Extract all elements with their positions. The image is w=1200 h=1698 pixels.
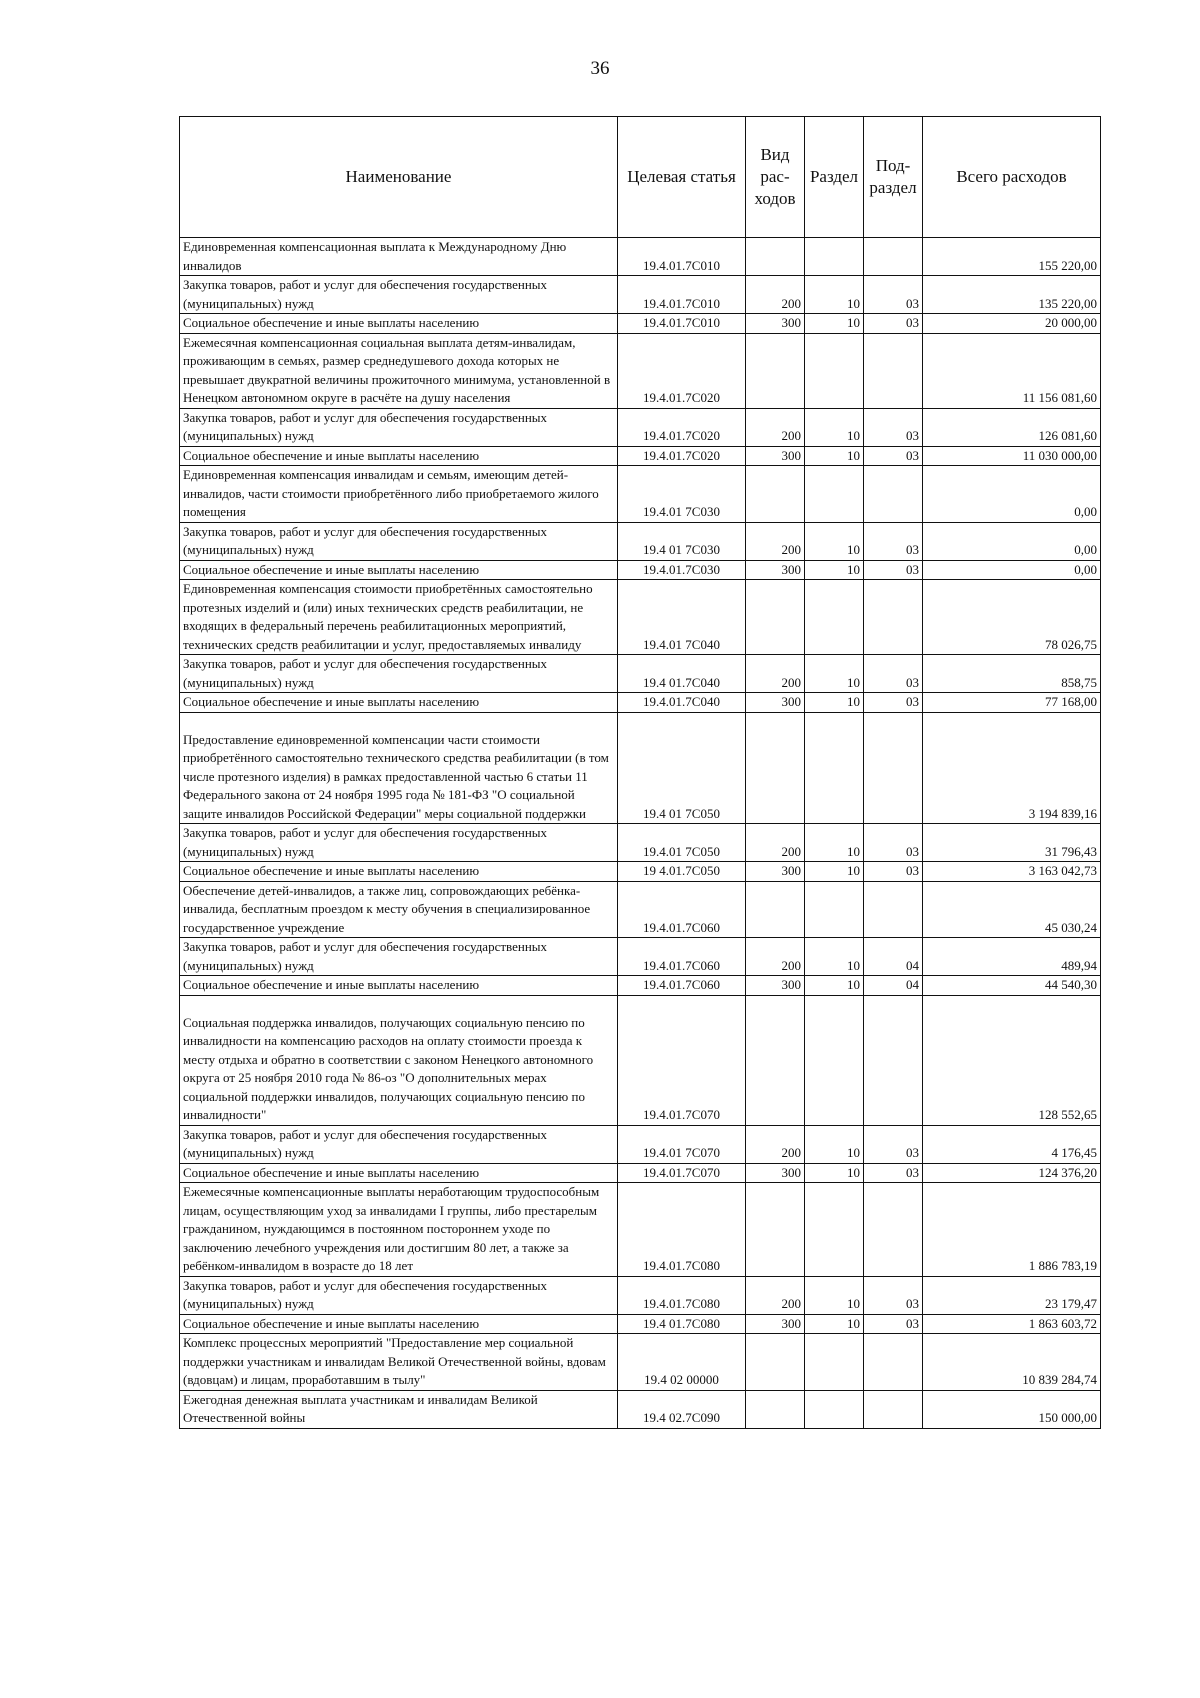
row-total-cell: 150 000,00 bbox=[923, 1390, 1101, 1428]
row-total-cell: 135 220,00 bbox=[923, 276, 1101, 314]
row-name-cell: Социальное обеспечение и иные выплаты населению bbox=[180, 1314, 618, 1334]
row-subsection-cell bbox=[864, 580, 923, 655]
table-row bbox=[180, 1125, 1101, 1163]
row-name-cell: Социальное обеспечение и иные выплаты населению bbox=[180, 446, 618, 466]
row-section-cell: 10 bbox=[805, 446, 864, 466]
header-target-article: Целевая статья bbox=[618, 117, 746, 238]
row-section-cell: 10 bbox=[805, 276, 864, 314]
row-expense-type-cell: 300 bbox=[746, 560, 805, 580]
row-subsection-cell: 03 bbox=[864, 693, 923, 713]
table-row bbox=[180, 580, 1101, 655]
row-target-article-cell: 19.4.01.7С070 bbox=[618, 995, 746, 1125]
row-expense-type-cell bbox=[746, 466, 805, 523]
row-expense-type-cell: 200 bbox=[746, 824, 805, 862]
row-name-cell: Социальное обеспечение и иные выплаты населению bbox=[180, 976, 618, 996]
row-subsection-cell: 03 bbox=[864, 446, 923, 466]
row-subsection-cell bbox=[864, 466, 923, 523]
table-body bbox=[180, 238, 1101, 1429]
row-subsection-cell bbox=[864, 881, 923, 938]
table-row bbox=[180, 408, 1101, 446]
row-target-article-cell: 19.4.01.7С070 bbox=[618, 1163, 746, 1183]
table-row bbox=[180, 238, 1101, 276]
row-subsection-cell: 04 bbox=[864, 938, 923, 976]
row-expense-type-cell bbox=[746, 1390, 805, 1428]
row-section-cell: 10 bbox=[805, 938, 864, 976]
row-section-cell: 10 bbox=[805, 560, 864, 580]
row-section-cell: 10 bbox=[805, 522, 864, 560]
row-section-cell: 10 bbox=[805, 693, 864, 713]
row-expense-type-cell bbox=[746, 580, 805, 655]
row-subsection-cell: 03 bbox=[864, 655, 923, 693]
row-target-article-cell: 19.4 01 7С030 bbox=[618, 522, 746, 560]
row-subsection-cell: 03 bbox=[864, 314, 923, 334]
row-target-article-cell: 19.4 02 00000 bbox=[618, 1334, 746, 1391]
row-expense-type-cell bbox=[746, 333, 805, 408]
row-name-cell: Закупка товаров, работ и услуг для обеспечения государственных (муниципальных) нужд bbox=[180, 408, 618, 446]
table-row bbox=[180, 1163, 1101, 1183]
row-name-cell: Предоставление единовременной компенсации части стоимости приобретённого самостоятельно технического средства реабилитации (в том числе протезного изделия) в рамках предоставленной частью 6 статьи 11 Федерального закона от 24 ноября 1995 года № 181-ФЗ "О социальной защите инвалидов Российской Федерации" меры социальной поддержки bbox=[180, 712, 618, 824]
row-expense-type-cell: 200 bbox=[746, 938, 805, 976]
row-name-cell: Закупка товаров, работ и услуг для обеспечения государственных (муниципальных) нужд bbox=[180, 1125, 618, 1163]
table-row bbox=[180, 466, 1101, 523]
row-expense-type-cell bbox=[746, 995, 805, 1125]
row-target-article-cell: 19.4 01 7С050 bbox=[618, 712, 746, 824]
row-section-cell: 10 bbox=[805, 862, 864, 882]
row-expense-type-cell: 300 bbox=[746, 862, 805, 882]
row-subsection-cell bbox=[864, 1183, 923, 1277]
row-section-cell bbox=[805, 1390, 864, 1428]
row-name-cell: Социальное обеспечение и иные выплаты населению bbox=[180, 560, 618, 580]
table-row bbox=[180, 446, 1101, 466]
row-target-article-cell: 19.4 01.7С040 bbox=[618, 655, 746, 693]
row-target-article-cell: 19.4.01.7С060 bbox=[618, 938, 746, 976]
row-section-cell: 10 bbox=[805, 408, 864, 446]
row-subsection-cell: 03 bbox=[864, 276, 923, 314]
row-name-cell: Закупка товаров, работ и услуг для обеспечения государственных (муниципальных) нужд bbox=[180, 655, 618, 693]
row-target-article-cell: 19.4.01 7С040 bbox=[618, 580, 746, 655]
row-target-article-cell: 19.4.01.7С010 bbox=[618, 314, 746, 334]
budget-table bbox=[179, 116, 1101, 1429]
row-expense-type-cell: 300 bbox=[746, 1163, 805, 1183]
row-total-cell: 489,94 bbox=[923, 938, 1101, 976]
row-section-cell bbox=[805, 580, 864, 655]
row-name-cell: Закупка товаров, работ и услуг для обеспечения государственных (муниципальных) нужд bbox=[180, 522, 618, 560]
row-target-article-cell: 19.4.01 7С070 bbox=[618, 1125, 746, 1163]
table-row bbox=[180, 712, 1101, 824]
row-target-article-cell: 19.4.01.7С010 bbox=[618, 276, 746, 314]
row-target-article-cell: 19.4.01.7С020 bbox=[618, 333, 746, 408]
row-target-article-cell: 19.4.01.7С080 bbox=[618, 1276, 746, 1314]
row-section-cell: 10 bbox=[805, 1276, 864, 1314]
row-total-cell: 3 163 042,73 bbox=[923, 862, 1101, 882]
row-target-article-cell: 19.4.01.7С080 bbox=[618, 1183, 746, 1277]
row-expense-type-cell: 300 bbox=[746, 976, 805, 996]
row-total-cell: 20 000,00 bbox=[923, 314, 1101, 334]
row-section-cell bbox=[805, 995, 864, 1125]
header-section: Раздел bbox=[805, 117, 864, 238]
row-expense-type-cell: 300 bbox=[746, 1314, 805, 1334]
row-total-cell: 858,75 bbox=[923, 655, 1101, 693]
row-section-cell bbox=[805, 881, 864, 938]
row-expense-type-cell: 200 bbox=[746, 408, 805, 446]
row-subsection-cell: 03 bbox=[864, 1314, 923, 1334]
row-name-cell: Единовременная компенсация стоимости приобретённых самостоятельно протезных изделий и (или) иных технических средств реабилитации, не входящих в федеральный перечень реабилитационных мероприятий, технических средств реабилитации и услуг, предоставляемых инвалиду bbox=[180, 580, 618, 655]
row-subsection-cell: 03 bbox=[864, 1163, 923, 1183]
row-expense-type-cell: 200 bbox=[746, 276, 805, 314]
row-subsection-cell: 03 bbox=[864, 522, 923, 560]
row-total-cell: 3 194 839,16 bbox=[923, 712, 1101, 824]
row-target-article-cell: 19.4.01.7С060 bbox=[618, 976, 746, 996]
row-total-cell: 31 796,43 bbox=[923, 824, 1101, 862]
row-name-cell: Социальное обеспечение и иные выплаты населению bbox=[180, 314, 618, 334]
row-expense-type-cell bbox=[746, 1183, 805, 1277]
row-expense-type-cell bbox=[746, 1334, 805, 1391]
table-row bbox=[180, 333, 1101, 408]
row-total-cell: 155 220,00 bbox=[923, 238, 1101, 276]
row-target-article-cell: 19.4.01.7С040 bbox=[618, 693, 746, 713]
row-target-article-cell: 19 4.01.7С050 bbox=[618, 862, 746, 882]
row-name-cell: Социальная поддержка инвалидов, получающих социальную пенсию по инвалидности на компенсацию расходов на оплату стоимости проезда к месту отдыха и обратно в соответствии с законом Ненецкого автономного округа от 25 ноября 2010 года № 86-оз "О дополнительных мерах социальной поддержки инвалидов, получающих социальную пенсию по инвалидности" bbox=[180, 995, 618, 1125]
row-expense-type-cell: 300 bbox=[746, 446, 805, 466]
row-target-article-cell: 19.4 02.7С090 bbox=[618, 1390, 746, 1428]
row-name-cell: Ежемесячная компенсационная социальная выплата детям-инвалидам, проживающим в семьях, размер среднедушевого дохода которых не превышает двукратной величины прожиточного минимума, установленной в Ненецком автономном округе в расчёте на душу населения bbox=[180, 333, 618, 408]
table-header-row bbox=[180, 117, 1101, 238]
row-total-cell: 23 179,47 bbox=[923, 1276, 1101, 1314]
row-expense-type-cell bbox=[746, 238, 805, 276]
row-subsection-cell: 03 bbox=[864, 408, 923, 446]
row-section-cell bbox=[805, 466, 864, 523]
row-expense-type-cell: 300 bbox=[746, 314, 805, 334]
row-expense-type-cell: 200 bbox=[746, 522, 805, 560]
header-subsection: Под- раздел bbox=[864, 117, 923, 238]
table-row bbox=[180, 976, 1101, 996]
row-target-article-cell: 19.4 01.7С080 bbox=[618, 1314, 746, 1334]
row-expense-type-cell bbox=[746, 881, 805, 938]
row-name-cell: Социальное обеспечение и иные выплаты населению bbox=[180, 1163, 618, 1183]
row-total-cell: 0,00 bbox=[923, 560, 1101, 580]
row-section-cell bbox=[805, 333, 864, 408]
row-expense-type-cell: 200 bbox=[746, 1125, 805, 1163]
row-expense-type-cell: 300 bbox=[746, 693, 805, 713]
table-row bbox=[180, 693, 1101, 713]
row-subsection-cell: 03 bbox=[864, 862, 923, 882]
header-expense-type: Вид рас- ходов bbox=[746, 117, 805, 238]
table-row bbox=[180, 314, 1101, 334]
row-expense-type-cell: 200 bbox=[746, 1276, 805, 1314]
row-subsection-cell bbox=[864, 333, 923, 408]
row-name-cell: Закупка товаров, работ и услуг для обеспечения государственных (муниципальных) нужд bbox=[180, 1276, 618, 1314]
row-subsection-cell bbox=[864, 1390, 923, 1428]
row-total-cell: 77 168,00 bbox=[923, 693, 1101, 713]
row-subsection-cell bbox=[864, 995, 923, 1125]
table-row bbox=[180, 938, 1101, 976]
row-subsection-cell: 03 bbox=[864, 560, 923, 580]
header-name: Наименование bbox=[180, 117, 618, 238]
row-total-cell: 11 156 081,60 bbox=[923, 333, 1101, 408]
row-target-article-cell: 19.4.01.7С010 bbox=[618, 238, 746, 276]
table-row bbox=[180, 995, 1101, 1125]
row-subsection-cell: 03 bbox=[864, 824, 923, 862]
row-name-cell: Закупка товаров, работ и услуг для обеспечения государственных (муниципальных) нужд bbox=[180, 824, 618, 862]
row-total-cell: 45 030,24 bbox=[923, 881, 1101, 938]
table-row bbox=[180, 655, 1101, 693]
row-section-cell: 10 bbox=[805, 1314, 864, 1334]
row-target-article-cell: 19.4.01.7С060 bbox=[618, 881, 746, 938]
table-row bbox=[180, 1390, 1101, 1428]
row-name-cell: Социальное обеспечение и иные выплаты населению bbox=[180, 862, 618, 882]
header-total-expenses: Всего расходов bbox=[923, 117, 1101, 238]
row-section-cell: 10 bbox=[805, 1125, 864, 1163]
table-row bbox=[180, 1334, 1101, 1391]
row-subsection-cell bbox=[864, 238, 923, 276]
row-expense-type-cell: 200 bbox=[746, 655, 805, 693]
row-name-cell: Ежегодная денежная выплата участникам и инвалидам Великой Отечественной войны bbox=[180, 1390, 618, 1428]
row-name-cell: Ежемесячные компенсационные выплаты неработающим трудоспособным лицам, осуществляющим уход за инвалидами I группы, либо престарелым гражданином, нуждающимся в постоянном постороннем уходе по заключению лечебного учреждения или достигшим 80 лет, а также за ребёнком-инвалидом в возрасте до 18 лет bbox=[180, 1183, 618, 1277]
table-row bbox=[180, 881, 1101, 938]
row-section-cell: 10 bbox=[805, 1163, 864, 1183]
table-row bbox=[180, 1314, 1101, 1334]
row-total-cell: 0,00 bbox=[923, 522, 1101, 560]
table-row bbox=[180, 522, 1101, 560]
row-name-cell: Социальное обеспечение и иные выплаты населению bbox=[180, 693, 618, 713]
row-total-cell: 10 839 284,74 bbox=[923, 1334, 1101, 1391]
row-expense-type-cell bbox=[746, 712, 805, 824]
row-subsection-cell bbox=[864, 1334, 923, 1391]
row-total-cell: 11 030 000,00 bbox=[923, 446, 1101, 466]
row-name-cell: Обеспечение детей-инвалидов, а также лиц, сопровождающих ребёнка-инвалида, бесплатным проездом к месту обучения в специализированное государственное учреждение bbox=[180, 881, 618, 938]
row-name-cell: Единовременная компенсационная выплата к Международному Дню инвалидов bbox=[180, 238, 618, 276]
row-subsection-cell: 04 bbox=[864, 976, 923, 996]
page-number: 36 bbox=[590, 58, 610, 79]
row-name-cell: Закупка товаров, работ и услуг для обеспечения государственных (муниципальных) нужд bbox=[180, 938, 618, 976]
row-total-cell: 44 540,30 bbox=[923, 976, 1101, 996]
row-subsection-cell bbox=[864, 712, 923, 824]
table-row bbox=[180, 824, 1101, 862]
row-target-article-cell: 19.4.01.7С020 bbox=[618, 408, 746, 446]
row-total-cell: 78 026,75 bbox=[923, 580, 1101, 655]
row-total-cell: 128 552,65 bbox=[923, 995, 1101, 1125]
row-section-cell: 10 bbox=[805, 976, 864, 996]
table-row bbox=[180, 560, 1101, 580]
table-row bbox=[180, 1183, 1101, 1277]
row-section-cell: 10 bbox=[805, 824, 864, 862]
row-section-cell bbox=[805, 712, 864, 824]
row-subsection-cell: 03 bbox=[864, 1125, 923, 1163]
row-total-cell: 0,00 bbox=[923, 466, 1101, 523]
row-name-cell: Комплекс процессных мероприятий "Предоставление мер социальной поддержки участникам и инвалидам Великой Отечественной войны, вдовам (вдовцам) и лицам, проработавшим в тылу" bbox=[180, 1334, 618, 1391]
row-section-cell bbox=[805, 238, 864, 276]
row-total-cell: 126 081,60 bbox=[923, 408, 1101, 446]
row-target-article-cell: 19.4.01 7С050 bbox=[618, 824, 746, 862]
row-name-cell: Единовременная компенсация инвалидам и семьям, имеющим детей-инвалидов, части стоимости приобретённого либо приобретаемого жилого помещения bbox=[180, 466, 618, 523]
row-section-cell bbox=[805, 1183, 864, 1277]
row-target-article-cell: 19.4.01.7С030 bbox=[618, 560, 746, 580]
row-total-cell: 1 863 603,72 bbox=[923, 1314, 1101, 1334]
row-total-cell: 1 886 783,19 bbox=[923, 1183, 1101, 1277]
row-total-cell: 124 376,20 bbox=[923, 1163, 1101, 1183]
row-section-cell: 10 bbox=[805, 655, 864, 693]
row-section-cell bbox=[805, 1334, 864, 1391]
table-row bbox=[180, 862, 1101, 882]
row-section-cell: 10 bbox=[805, 314, 864, 334]
table-row bbox=[180, 1276, 1101, 1314]
row-target-article-cell: 19.4.01 7С030 bbox=[618, 466, 746, 523]
row-target-article-cell: 19.4.01.7С020 bbox=[618, 446, 746, 466]
row-subsection-cell: 03 bbox=[864, 1276, 923, 1314]
row-name-cell: Закупка товаров, работ и услуг для обеспечения государственных (муниципальных) нужд bbox=[180, 276, 618, 314]
table-row bbox=[180, 276, 1101, 314]
row-total-cell: 4 176,45 bbox=[923, 1125, 1101, 1163]
